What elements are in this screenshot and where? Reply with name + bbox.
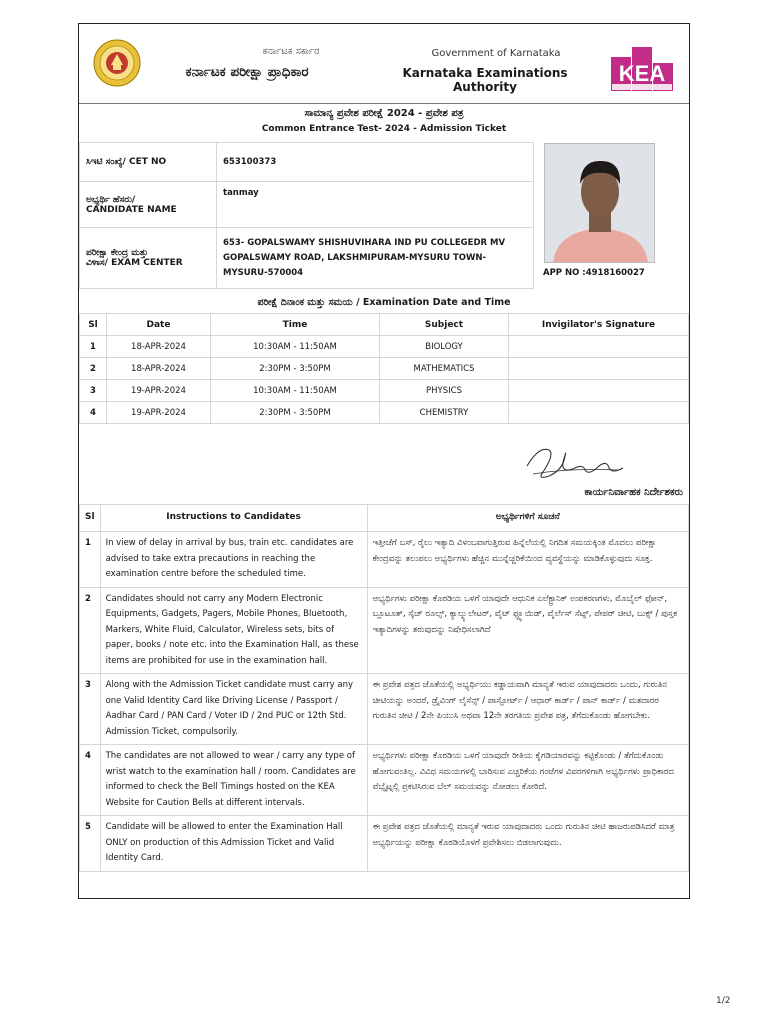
exam-center-row	[80, 228, 534, 289]
schedule-signature-cell	[509, 336, 689, 358]
schedule-signature-cell	[509, 402, 689, 424]
kannada-government-title: ಕರ್ನಾಟಕ ಸರ್ಕಾರ	[262, 46, 320, 57]
schedule-row	[80, 380, 689, 402]
schedule-header-subject: Subject	[380, 314, 509, 336]
ticket-header	[79, 24, 689, 104]
director-designation: ಕಾರ್ಯನಿರ್ವಾಹಕ ನಿರ್ದೇಶಕರು	[584, 487, 683, 498]
schedule-subject: MATHEMATICS	[380, 358, 509, 380]
application-number: APP NO :4918160027	[543, 268, 645, 278]
instruction-row	[80, 816, 689, 872]
instructions-header-sl: Sl	[80, 505, 101, 532]
schedule-subject: BIOLOGY	[380, 336, 509, 358]
schedule-row	[80, 358, 689, 380]
exam-schedule-heading: ಪರೀಕ್ಷೆ ದಿನಾಂಕ ಮತ್ತು ಸಮಯ / Examination Date and Time	[257, 297, 511, 308]
english-government-title: Government of Karnataka	[431, 48, 561, 59]
schedule-header-sl: Sl	[80, 314, 107, 336]
schedule-sl: 1	[80, 336, 107, 358]
schedule-header-time: Time	[211, 314, 380, 336]
schedule-signature-cell	[509, 358, 689, 380]
instruction-english: Candidate will be allowed to enter the Examination Hall ONLY on production of this Admission Ticket and Valid Identity Card.	[100, 816, 367, 872]
cet-number-value: 653100373	[217, 143, 534, 182]
candidate-name-row	[80, 182, 534, 228]
schedule-row	[80, 402, 689, 424]
schedule-date: 18-APR-2024	[107, 336, 211, 358]
exam-center-value: 653- GOPALSWAMY SHISHUVIHARA IND PU COLLEGEDR MV GOPALSWAMY ROAD, LAKSHMIPURAM-MYSURU TOWN-MYSURU-570004	[217, 228, 534, 289]
instruction-row	[80, 587, 689, 674]
instruction-english: The candidates are not allowed to wear / carry any type of wrist watch to the examination hall / room. Candidates are informed to check the Bell Timings hosted on the KEA Website for Caution Bells at different intervals.	[100, 745, 367, 816]
schedule-subject: CHEMISTRY	[380, 402, 509, 424]
page-number: 1/2	[716, 996, 731, 1006]
schedule-time: 10:30AM - 11:50AM	[211, 380, 380, 402]
kannada-authority-title: ಕರ್ನಾಟಕ ಪರೀಕ್ಷಾ ಪ್ರಾಧಿಕಾರ	[185, 64, 309, 80]
schedule-signature-cell	[509, 380, 689, 402]
instruction-kannada: ಇತ್ತೀಚೆಗೆ ಬಸ್, ರೈಲು ಇತ್ಯಾದಿ ವಿಳಂಬವಾಗುತ್ತಿರುವ ಹಿನ್ನೆಲೆಯಲ್ಲಿ ನಿಗದಿತ ಸಮಯಕ್ಕಿಂತ ಮೊದಲು ಪರೀಕ್ಷಾ ಕೇಂದ್ರವನ್ನು ತಲುಪಲು ಅಭ್ಯರ್ಥಿಗಳು ಹೆಚ್ಚಿನ ಮುನ್ನೆಚ್ಚರಿಕೆಯಿಂದ ವ್ಯವಸ್ಥೆಯನ್ನು ಮಾಡಿಕೊಳ್ಳುವುದು ಸೂಕ್ತ.	[367, 532, 688, 588]
exam-schedule-table	[79, 313, 689, 424]
instructions-header-english: Instructions to Candidates	[100, 505, 367, 532]
schedule-header-row	[80, 314, 689, 336]
director-signature	[519, 436, 629, 488]
karnataka-emblem-icon	[93, 39, 141, 87]
instruction-english: Along with the Admission Ticket candidate must carry any one Valid Identity Card like Driving License / Passport / Aadhar Card / PAN Card / Voter ID / 2nd PUC or 12th Std. Admission Ticket, compulsorily.	[100, 674, 367, 745]
schedule-sl: 4	[80, 402, 107, 424]
schedule-header-date: Date	[107, 314, 211, 336]
kea-logo-text: KEA	[618, 61, 666, 86]
schedule-time: 2:30PM - 3:50PM	[211, 402, 380, 424]
instruction-sl: 1	[80, 532, 101, 588]
instruction-sl: 5	[80, 816, 101, 872]
schedule-row	[80, 336, 689, 358]
schedule-header-signature: Invigilator's Signature	[509, 314, 689, 336]
instruction-kannada: ಅಭ್ಯರ್ಥಿಗಳು ಪರೀಕ್ಷಾ ಕೊಠಡಿಯ ಒಳಗೆ ಯಾವುದೇ ಆಧುನಿಕ ಎಲೆಕ್ಟ್ರಾನಿಕ್ ಉಪಕರಣಗಳು, ಮೊಬೈಲ್ ಫೋನ್, ಬ್ಲೂಟೂತ್, ಸ್ಕೆಚ್ ರೂಲ್ಸ್, ಕ್ಯಾಲ್ಕ್ಯುಲೇಟರ್, ವೈಟ್ ಫ್ಲ್ಯೂಯಿಡ್, ವೈರ್ಲೆಸ್ ಸೆಟ್ಸ್, ಪೇಪರ್ ಚೀಟಿ, ಬುಕ್ಸ್ / ಪುಸ್ತಕ ಇತ್ಯಾದಿಗಳನ್ನು ತರುವುದನ್ನು ನಿಷೇಧಿಸಲಾಗಿದೆ	[367, 587, 688, 674]
ticket-title-kannada: ಸಾಮಾನ್ಯ ಪ್ರವೇಶ ಪರೀಕ್ಷೆ 2024 - ಪ್ರವೇಶ ಪತ್ರ	[304, 108, 464, 119]
schedule-sl: 2	[80, 358, 107, 380]
candidate-name-label: ಅಭ್ಯರ್ಥಿ ಹೆಸರು/ CANDIDATE NAME	[80, 182, 217, 228]
ticket-title-english: Common Entrance Test- 2024 - Admission Ticket	[261, 124, 507, 134]
schedule-time: 2:30PM - 3:50PM	[211, 358, 380, 380]
candidate-details-table	[79, 142, 534, 289]
english-authority-title: Karnataka Examinations Authority	[402, 66, 568, 94]
instructions-table	[79, 504, 689, 872]
candidate-name-value: tanmay	[217, 182, 534, 228]
cet-number-row	[80, 143, 534, 182]
instructions-header-row	[80, 505, 689, 532]
candidate-photo	[544, 143, 655, 263]
instruction-kannada: ಈ ಪ್ರವೇಶ ಪತ್ರದ ಜೊತೆಯಲ್ಲಿ ಅಭ್ಯರ್ಥಿಯು ಕಡ್ಡಾಯವಾಗಿ ಮಾನ್ಯತೆ ಇರುವ ಯಾವುದಾದರು ಒಂದು, ಗುರುತಿನ ಚೀಟಿಯನ್ನು ಅಂದರೆ, ಡ್ರೈವಿಂಗ್ ಲೈಸೆನ್ಸ್ / ಪಾಸ್ಪೋರ್ಟ್ / ಆಧಾರ್ ಕಾರ್ಡ್ / ಪಾನ್ ಕಾರ್ಡ್ / ಮತದಾರರ ಗುರುತಿನ ಚೀಟಿ / 2ನೇ ಪಿಯುಸಿ ಅಥವಾ 12ನೇ ತರಗತಿಯ ಪ್ರವೇಶ ಪತ್ರ, ತೆಗೆದುಕೊಂಡು ಹೋಗಬೇಕು.	[367, 674, 688, 745]
kea-logo	[611, 43, 673, 91]
schedule-time: 10:30AM - 11:50AM	[211, 336, 380, 358]
schedule-subject: PHYSICS	[380, 380, 509, 402]
instruction-sl: 2	[80, 587, 101, 674]
instruction-row	[80, 674, 689, 745]
admission-ticket	[78, 23, 690, 899]
instruction-row	[80, 745, 689, 816]
schedule-date: 19-APR-2024	[107, 402, 211, 424]
instruction-kannada: ಅಭ್ಯರ್ಥಿಗಳು ಪರೀಕ್ಷಾ ಕೊಠಡಿಯ ಒಳಗೆ ಯಾವುದೇ ರೀತಿಯ ಕೈಗಡಿಯಾರವನ್ನು ಕಟ್ಟಿಕೊಂಡು / ತೆಗೆದುಕೊಂಡು ಹೋಗುವಂತಿಲ್ಲ. ವಿವಿಧ ಸಮಯಗಳಲ್ಲಿ ಬಾರಿಸುವ ಎಚ್ಚರಿಕೆಯ ಗಂಟೆಗಳ ವಿವರಗಳಿಗಾಗಿ ಅಭ್ಯರ್ಥಿಗಳು ಪ್ರಾಧಿಕಾರದ ವೆಬ್ಸೈಟ್ನಲ್ಲಿ ಪ್ರಕಟಿಸಿರುವ ಬೆಲ್ ಸಮಯವನ್ನು ನೋಡಲು ಕೋರಿದೆ.	[367, 745, 688, 816]
instruction-english: In view of delay in arrival by bus, train etc. candidates are advised to take extra precautions in reaching the examination centre before the scheduled time.	[100, 532, 367, 588]
instructions-header-kannada: ಅಭ್ಯರ್ಥಿಗಳಿಗೆ ಸೂಚನೆ	[367, 505, 688, 532]
instruction-row	[80, 532, 689, 588]
schedule-sl: 3	[80, 380, 107, 402]
schedule-date: 18-APR-2024	[107, 358, 211, 380]
instruction-english: Candidates should not carry any Modern Electronic Equipments, Gadgets, Pagers, Mobile Phones, Bluetooth, Markers, White Fluid, Calculator, Wireless sets, bits of paper, books / note etc. into the Examination Hall, as these items are prohibited for use in the examination hall.	[100, 587, 367, 674]
exam-center-label: ಪರೀಕ್ಷಾ ಕೇಂದ್ರ ಮತ್ತು ವಿಳಾಸ/ EXAM CENTER	[80, 228, 217, 289]
instruction-sl: 4	[80, 745, 101, 816]
schedule-date: 19-APR-2024	[107, 380, 211, 402]
instruction-sl: 3	[80, 674, 101, 745]
instruction-kannada: ಈ ಪ್ರವೇಶ ಪತ್ರದ ಜೊತೆಯಲ್ಲಿ ಮಾನ್ಯತೆ ಇರುವ ಯಾವುದಾದರು ಒಂದು ಗುರುತಿನ ಚೀಟಿ ಹಾಜರುಪಡಿಸಿದರೆ ಮಾತ್ರ ಅಭ್ಯರ್ಥಿಯನ್ನು ಪರೀಕ್ಷಾ ಕೊಠಡಿಯೊಳಗೆ ಪ್ರವೇಶಿಸಲು ಬಿಡಲಾಗುವುದು.	[367, 816, 688, 872]
cet-number-label: ಸಿಇಟಿ ಸಂಖ್ಯೆ/ CET NO	[80, 143, 217, 182]
